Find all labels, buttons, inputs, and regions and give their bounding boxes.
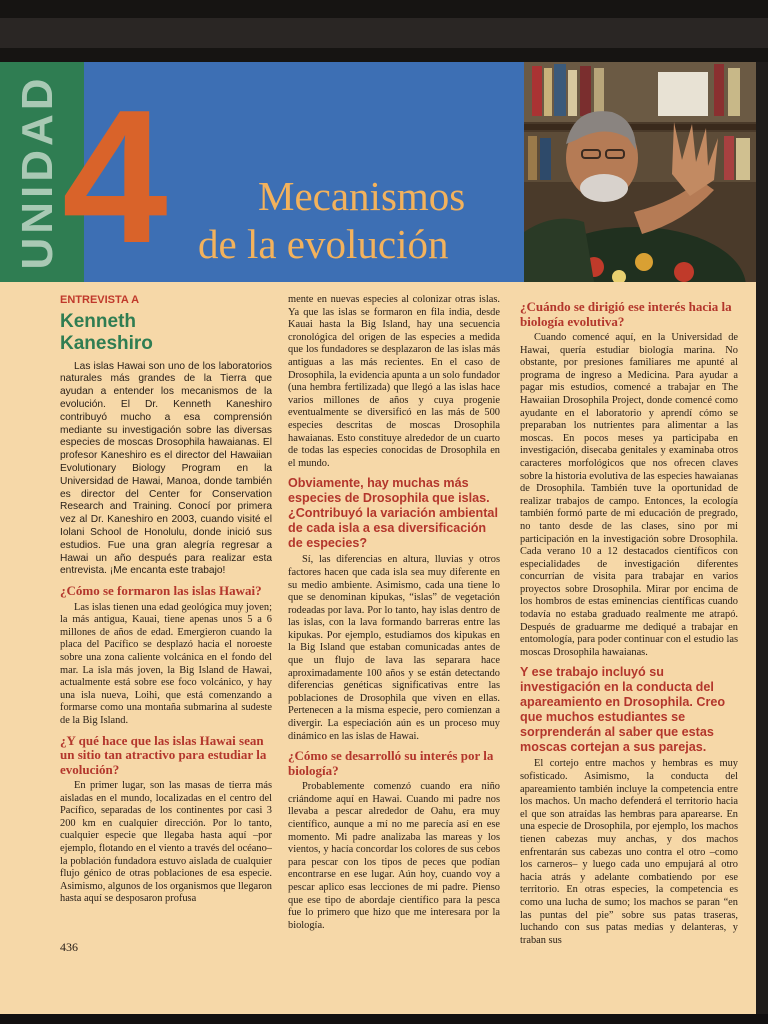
unit-label: UNIDAD bbox=[13, 74, 62, 270]
question-3: Obviamente, hay muchas más especies de Drosophila que islas. ¿Contribuyó la variación ambiental de cada isla a esa diversificación de especies? bbox=[288, 476, 498, 551]
question-2: ¿Y qué hace que las islas Hawai sean un sitio tan atractivo para estudiar la evolución? bbox=[60, 732, 267, 777]
question-4: ¿Cómo se desarrolló su interés por la biología? bbox=[288, 748, 494, 778]
scan-top-border bbox=[0, 0, 768, 62]
chapter-title-line1: Mecanismos bbox=[258, 173, 466, 219]
answer-1: Las islas tienen una edad geológica muy joven; la más antigua, Kauai, tiene apenas unos 5 a 6 millones de años de edad. Emergieron cuando la placa del Pacífico se desplazó hacia el noroeste sobre una zona caliente volcánica en el fondo del mar. La isla más joven, la Big Island de Hawai, actualmente está sobre ese foco volcánico, y hay una isla nueva, Loihi, que está comenzando a formarse como una montaña submarina al sudeste de la Big Island. bbox=[60, 601, 272, 726]
question-1: ¿Cómo se formaron las islas Hawai? bbox=[60, 583, 262, 599]
answer-5: Cuando comencé aquí, en la Universidad de Hawai, quería estudiar biología marina. No obstante, por presiones familiares me apunté al programa de ingreso a Medicina. Para ayudar a pagar mis estudios, comencé a trabajar en The Hawaiian Drosophila Project, donde comencé como ayudante en el laboratorio y aprendí cómo se preparaban los nutrientes para alimentar a las moscas. En pocos meses ya participaba en investigación, disecaba genitales y examinaba otros caracteres morfológicos que nos ofrecen claves sobre la historia evolutiva de las especies hawaianas de Drosophila. También tuve la oportunidad de realizar trabajos de campo. Entonces, la ecología también formó parte de mi educación de pregrado, no tanto desde de las clases, sino por mi participación en la investigación sobre Drosophila. Cada verano 10 a 12 destacados científicos con especialidades de investigación diferentes concurrían de visita para trabajar en varios proyectos sobre Drosophila. Mirar por encima de los hombros de estas eminencias científicas cuando todavía no estaba graduado realmente me atrapó. Después de graduarme me dediqué a trabajar en entomología, para poder continuar con el estudio las moscas Drosophila hawaianas. bbox=[520, 332, 738, 658]
scan-bottom-edge bbox=[0, 1014, 768, 1024]
answer-3: Sí, las diferencias en altura, lluvias y otros factores hacen que cada isla sea muy diferente en su medio ambiente. Asimismo, cada una tiene lo que se denominan kipukas, “islas” de vegetación rodeadas por lava. Por lo tanto, hay islas dentro de las islas, con la lava formando barreras entre las kipukas. Por ejemplo, estudiamos dos kipukas en la Big Island que estaban comunicadas antes de que un flujo de lava las separara hace aproximadamente 100 años y se están detectando diferencias genéticas significativas entre las poblaciones de Drosophila que viven en ellas. Pertenecen a la misma especie, pero comienzan a divergir. La especiación aún es un proceso muy dinámico en las islas de Hawai. bbox=[288, 554, 500, 742]
answer-4: Probablemente comenzó cuando era niño criándome aquí en Hawai. Cuando mi padre nos llevaba a pescar alrededor de Oahu, era muy científico, aunque a mí no me parecía así en ese momento. Mi padre analizaba las mareas y los vientos, y hacía concordar los colores de sus cebos para pescar con los tipos de peces que podían encontrarse en ese lugar. Aún hoy, cuando voy a pescar aplico esas lecciones de mi padre. Pienso que ese tipo de abordaje científico para la pesca fue lo primero que hizo que me interesara por la biología. bbox=[288, 781, 500, 931]
text-column-3 bbox=[520, 294, 738, 949]
interviewee-photo bbox=[524, 62, 756, 282]
text-column-1 bbox=[60, 294, 272, 908]
text-column-2 bbox=[288, 294, 500, 934]
interviewee-name bbox=[60, 311, 272, 355]
answer-2: En primer lugar, son las masas de tierra más aisladas en el mundo, localizadas en el centro del Pacífico, separadas de los continentes por casi 3 200 km en cualquier dirección. Por lo tanto, cualquier especie que llegaba hasta aquí –por ejemplo, flotando en el viento a través del océano– la población fundadora estuvo aislada de cualquier flujo génico de otras poblaciones de esa especie. Asimismo, algunos de los organismos que llegaron hasta aquí se desposaron profusa bbox=[60, 780, 272, 905]
unit-number: 4 bbox=[62, 71, 168, 283]
interviewee-last-name: Kaneshiro bbox=[60, 332, 153, 354]
unit-banner bbox=[0, 62, 756, 282]
question-5: ¿Cuándo se dirigió ese interés hacia la biología evolutiva? bbox=[520, 299, 732, 329]
interviewee-first-name: Kenneth bbox=[60, 310, 136, 332]
chapter-title-line2: de la evolución bbox=[198, 221, 449, 267]
interview-intro: Las islas Hawai son uno de los laboratorios naturales más grandes de la Tierra que ayudan a entender los mecanismos de la evolución. El Dr. Kenneth Kaneshiro contribuyó mucho a esa comprensión mediante su investigación sobre las diversas especies de moscas Drosophila hawaianas. El profesor Kaneshiro es el director del Hawaiian Evolutionary Biology Program en la Universidad de Hawai, Manoa, donde también es director del Center for Conservation Research and Training. Conocí por primera vez al Dr. Kaneshiro en 2003, cuando visité el Iolani School de Honolulu, donde inició sus estudios. Fue una gran alegría regresar a Hawai un año después para realizar esta entrevista. ¡Me encanta este trabajo! bbox=[60, 360, 272, 577]
interview-kicker: ENTREVISTA A bbox=[60, 294, 140, 306]
answer-2-continued: mente en nuevas especies al colonizar otras islas. Ya que las islas se formaron en fila india, desde Kauai hasta la Big Island, hay una secuencia cronológica del origen de las especies a medida que los fundadores se desplazaron de las islas más antiguas a las más recientes. En el caso de Drosophila, la evidencia apunta a un solo fundador (una hembra fertilizada) que llegó a las islas hace varios millones de años y cuya progenie eventualmente se diversificó en las más de 500 especies descritas de moscas Drosophila hawaianas. Esto constituye alrededor de un cuarto de todas las especies conocidas de Drosophila en el mundo. bbox=[288, 294, 500, 469]
page-number: 436 bbox=[60, 940, 78, 954]
scan-right-edge bbox=[756, 62, 768, 1024]
book-page bbox=[0, 62, 756, 1014]
answer-6: El cortejo entre machos y hembras es muy sofisticado. Asimismo, la conducta del apareamiento también incluye la competencia entre los machos. Un macho defenderá el territorio hacia el que son atraídas las hembras para aparearse. En una especie de Drosophila, por ejemplo, los machos tienen cabezas muy anchas, y dos machos enfrentarán sus cabezas uno contra el otro –como los carneros– y luego cada uno empujará al otro hacia atrás y adelante combatiendo por ese territorio. En otras especies, la competencia es como una lucha de sumo; los machos se paran “en las puntas del pie” sobre sus patas traseras, luchando con sus patas medias y delanteras, y traban sus bbox=[520, 758, 738, 946]
question-6: Y ese trabajo incluyó su investigación en la conducta del apareamiento en Drosophila. Creo que muchos estudiantes se sorprenderán al saber que estas moscas cortejan a sus parejas. bbox=[520, 665, 726, 755]
